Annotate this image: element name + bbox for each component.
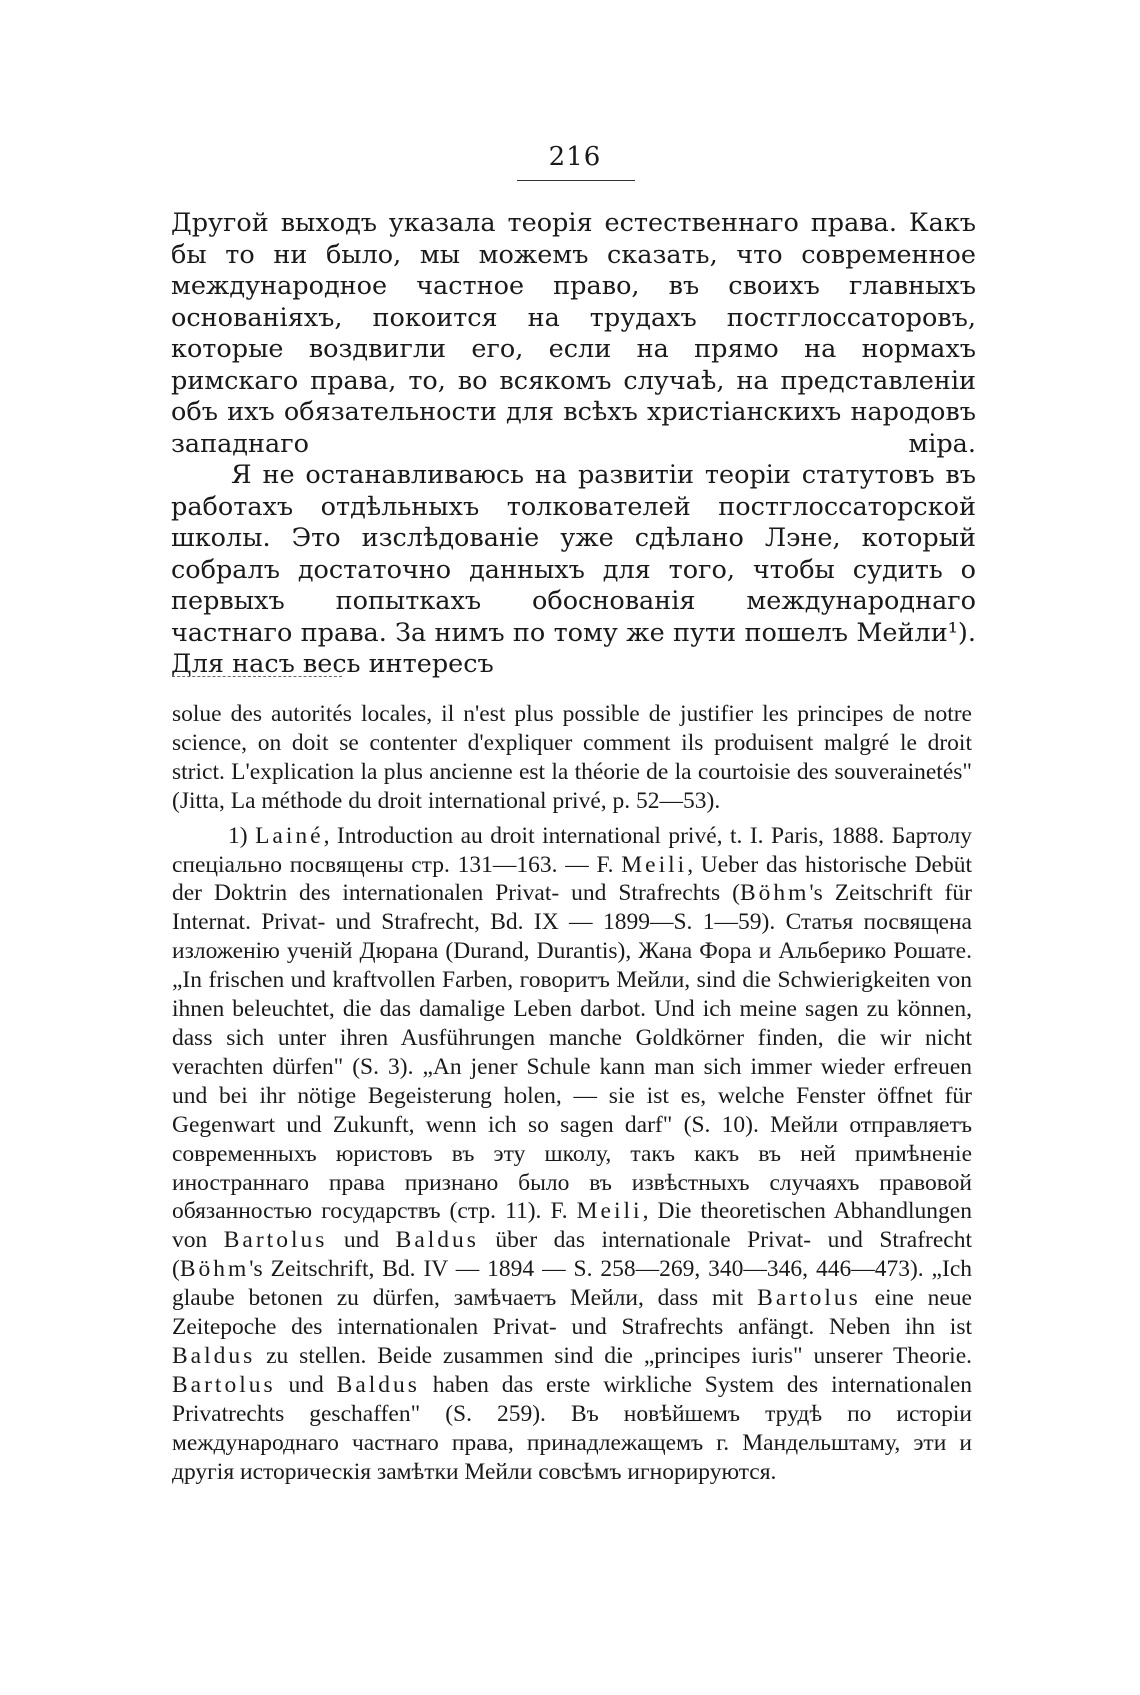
- main-text: [171, 208, 976, 681]
- footnotes: [172, 700, 972, 1486]
- footnote-text: zu stellen. Beide zusammen sind die „principes iuris" unserer Theorie.: [255, 1342, 972, 1369]
- main-paragraph: Я не останавливаюсь на развитіи теоріи статутовъ въ работахъ отдѣльныхъ толкователей постглоссаторской школы. Это изслѣдованіе уже сдѣлано Лэне, который собралъ достаточно данныхъ для того, чтобы судить о первыхъ попыткахъ обоснованія международнаго частнаго права. За нимъ по тому же пути пошелъ Мейли¹). Для насъ весь интересъ: [171, 460, 976, 679]
- author-name: Meili: [621, 851, 688, 878]
- footnote-text: eine neue Zeitepoche des internationalen Privat- und Strafrechts anfängt. Neben ihn ist: [172, 1285, 972, 1341]
- footnote-text: über das internationale Privat- und Strafrecht (: [172, 1227, 973, 1283]
- main-paragraph: Другой выходъ указала теорія естественнаго права. Какъ бы то ни было, мы можемъ сказать, что современное международное частное право, въ своихъ главныхъ основаніяхъ, покоится на трудахъ постглоссаторовъ, которые воздвигли его, если на прямо на нормахъ римскаго права, то, во всякомъ случаѣ, на представленіи объ ихъ обязательности для всѣхъ христіанскихъ народовъ западнаго міра.: [171, 208, 976, 459]
- footnote-continuation: solue des autorités locales, il n'est plus possible de justifier les principes de notre science, on doit se contenter d'expliquer comment ils produisent malgré le droit strict. L'explication la plus ancienne est la théorie de la courtoisie des souverainetés" (Jitta, La méthode du droit international privé, p. 52—53).: [172, 701, 972, 814]
- author-name: Böhm: [739, 880, 810, 907]
- author-name: Bartolus: [223, 1227, 328, 1254]
- author-name: Bartolus: [172, 1371, 276, 1398]
- page-number-rule: [517, 180, 635, 181]
- author-name: Bartolus: [757, 1285, 861, 1312]
- footnote-text: 's Zeitschrift, Bd. IV — 1894 — S. 258—269, 340—346, 446—473). „Ich glaube betonen zu dürfen, замѣчаетъ Мейли, dass mit: [172, 1256, 972, 1312]
- footnote-marker: 1): [228, 822, 248, 849]
- author-name: Meili: [576, 1198, 643, 1225]
- page-number: 216: [548, 142, 602, 172]
- footnote-text: , Die theoretischen Abhandlungen von: [172, 1198, 972, 1254]
- footnote-text: , Introduction au droit international privé, t. I. Paris, 1888. Бартолу спеціально посвящены стр. 131—163. — F.: [172, 822, 972, 878]
- author-name: Baldus: [395, 1227, 479, 1254]
- footnote-text: haben das erste wirkliche System des internationalen Privatrechts geschaffen" (S. 259). Въ новѣйшемъ трудѣ по исторіи международнаго частнаго права, принадлежащемъ г. Мандельштаму, эти и другія историческія замѣтки Мейли совсѣмъ игнорируются.: [172, 1371, 973, 1485]
- footnote-1: [172, 822, 972, 1487]
- author-name: Baldus: [172, 1342, 256, 1369]
- author-name: Lainé: [255, 822, 324, 849]
- footnote-text: und: [327, 1227, 396, 1254]
- footnote-separator: [172, 676, 342, 677]
- author-name: Baldus: [336, 1371, 420, 1398]
- author-name: Böhm: [179, 1256, 250, 1283]
- footnote-text: , Ueber das historische Debüt der Doktrin des internationalen Privat- und Strafrechts (: [172, 851, 972, 907]
- footnote-text: und: [275, 1371, 337, 1398]
- footnote-text: 's Zeitschrift für Internat. Privat- und Strafrecht, Bd. IX — 1899—S. 1—59). Статья посвящена изложенію ученій Дюрана (Durand, Durantis), Жана Фора и Альберико Рошате. „In frischen und kraftvollen Farben, говоритъ Мейли, sind die Schwierigkeiten von ihnen beleuchtet, die das damalige Leben darbot. Und ich meine sagen zu können, dass sich unter ihren Ausführungen manche Goldkörner finden, die wir nicht verachten dürfen" (S. 3). „An jener Schule kann man sich immer wieder erfreuen und bei ihr nötige Begeisterung holen, — sie ist es, welche Fenster öffnet für Gegenwart und Zukunft, wenn ich so sagen darf" (S. 10). Мейли отправляетъ современныхъ юристовъ въ эту школу, такъ какъ въ ней примѣненіе иностраннаго права признано было въ извѣстныхъ случаяхъ правовой обязанностью государствъ (стр. 11). F.: [172, 880, 972, 1225]
